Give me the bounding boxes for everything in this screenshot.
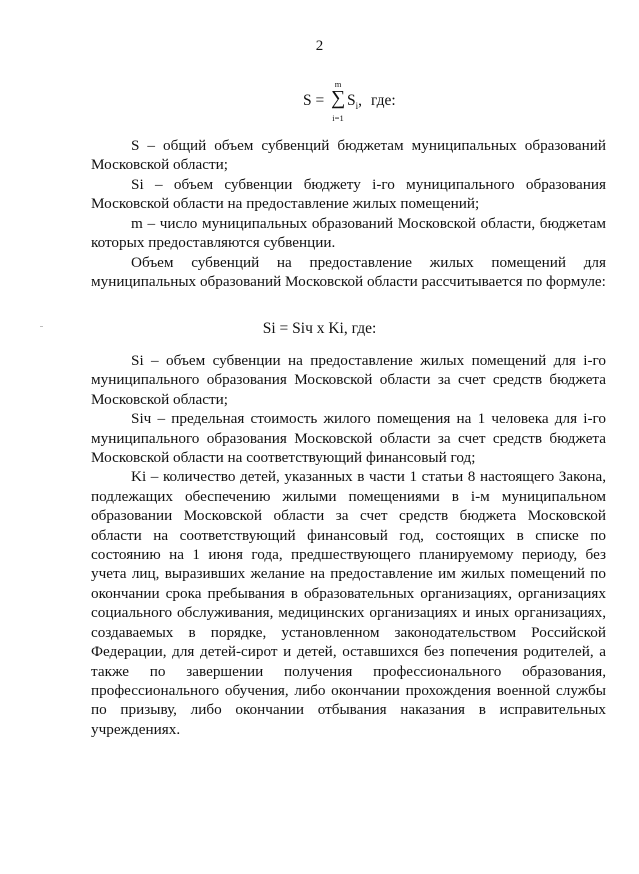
definition-Si-2: Si – объем субвенции на предоставление жилых помещений для i-го муниципального образования Московской области за счет средств бюджета Московской области; [91, 352, 606, 408]
sum-symbol [331, 80, 345, 124]
sum-formula [0, 80, 639, 124]
scan-artifact [40, 326, 43, 327]
sum-term-symbol: S [347, 92, 356, 109]
definitions-block-1 [91, 136, 606, 252]
definition-Si: Si – объем субвенции бюджету i-го муниципального образования Московской области на предоставление жилых помещений; [91, 175, 606, 213]
sigma-sign: ∑ [331, 87, 346, 109]
definition-Sich: Siч – предельная стоимость жилого помещения на 1 человека для i-го муниципального образования Московской области за счет средств бюджета Московской области на соответствующий финансовый год; [91, 410, 606, 467]
definition-S: S – общий объем субвенций бюджетам муниципальных образований Московской области; [91, 137, 606, 174]
sum-formula-where: где: [371, 92, 396, 109]
sum-formula-term [347, 91, 362, 117]
sum-lower-limit: i=1 [332, 113, 344, 123]
page-number: 2 [315, 38, 324, 54]
intro-block [91, 253, 606, 292]
sum-upper-limit: m [334, 79, 342, 89]
definitions-block-2 [91, 351, 606, 739]
sum-term-suffix: , [358, 92, 363, 109]
intro-paragraph: Объем субвенций на предоставление жилых помещений для муниципальных образований Московской области рассчитывается по формуле: [91, 254, 606, 291]
sum-formula-lhs: S = [303, 92, 325, 109]
definition-m: m – число муниципальных образований Московской области, бюджетам которых предоставляются субвенции. [91, 214, 606, 252]
sum-term-subscript: i [355, 101, 359, 112]
si-formula: Si = Siч x Ki, где: [262, 320, 377, 337]
definition-Ki: Ki – количество детей, указанных в части 1 статьи 8 настоящего Закона, подлежащих обеспечению жилыми помещениями в i-м муниципальном образовании Московской области за счет средств бюджета Московской области на соответствующий финансовый год, состоящих в списке по состоянию на 1 июня года, предшествующего планируемому периоду, без учета лиц, выразивших желание на предоставление им жилых помещений по окончании срока пребывания в образовательных организациях, организациях социального обслуживания, медицинских организациях и иных организациях, создаваемых в порядке, установленном законодательством Российской Федерации, для детей-сирот и детей, оставшихся без попечения родителей, а также по завершении получения профессионального образования, профессионального обучения, либо окончании прохождения военной службы по призыву, либо окончании отбывания наказания в исправительных учреждениях. [91, 468, 606, 738]
